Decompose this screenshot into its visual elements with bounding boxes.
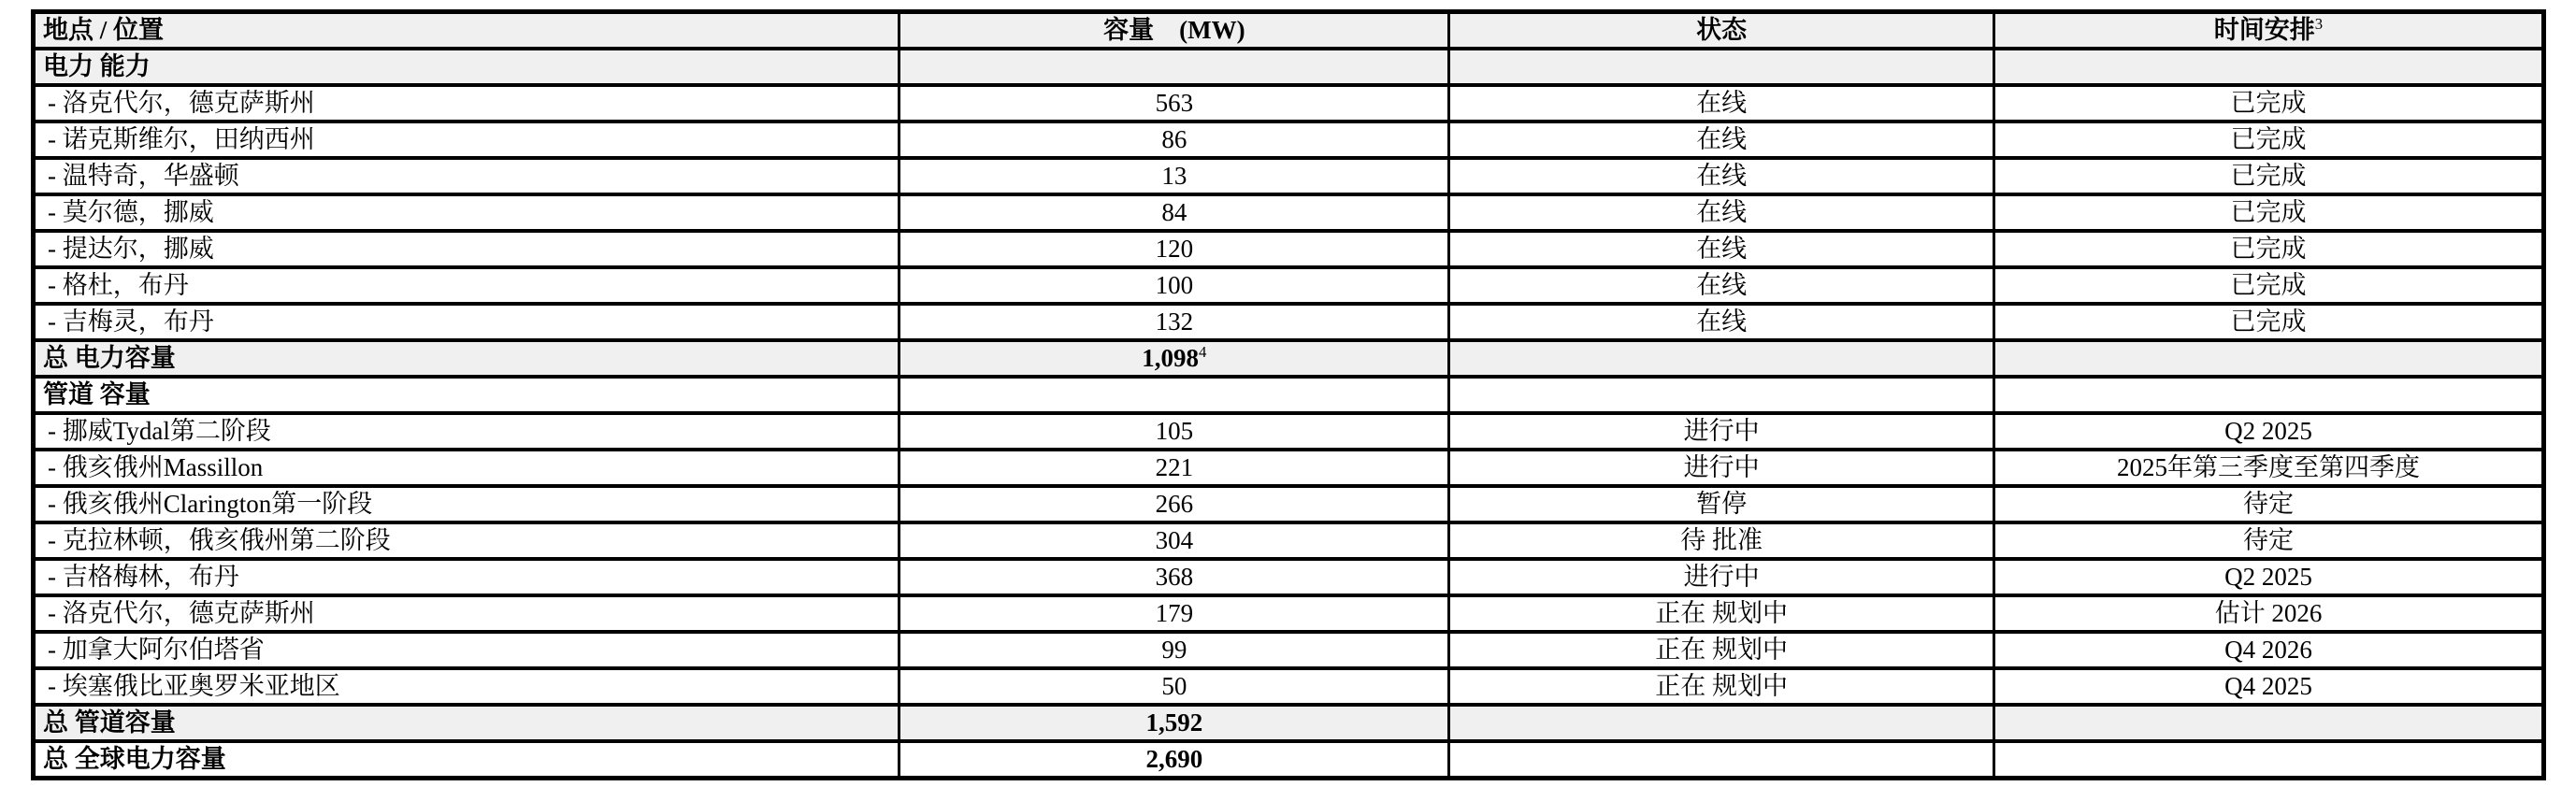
location-cell: - 克拉林顿，俄亥俄州第二阶段: [34, 522, 899, 559]
capacity-cell: 84: [899, 194, 1449, 231]
capacity-cell: 563: [899, 85, 1449, 122]
status-cell: [1449, 741, 1994, 779]
status-cell: 正在 规划中: [1449, 668, 1994, 705]
schedule-cell: 2025年第三季度至第四季度: [1993, 450, 2543, 486]
location-cell: - 诺克斯维尔，田纳西州: [34, 122, 899, 158]
location-cell: - 挪威Tydal第二阶段: [34, 413, 899, 450]
column-header-status: 状态: [1449, 12, 1994, 50]
schedule-cell: Q4 2025: [1993, 668, 2543, 705]
data-row: [34, 304, 2544, 340]
status-cell: [1449, 705, 1994, 741]
capacity-cell: 120: [899, 231, 1449, 267]
status-cell: [1449, 340, 1994, 377]
status-cell: 进行中: [1449, 450, 1994, 486]
capacity-cell: 13: [899, 158, 1449, 194]
schedule-cell: [1993, 377, 2543, 413]
capacity-cell: 132: [899, 304, 1449, 340]
location-cell: 总 全球电力容量: [34, 741, 899, 779]
table-body: [34, 49, 2544, 779]
capacity-cell: [899, 49, 1449, 85]
section-row: [34, 49, 2544, 85]
column-header-schedule: 时间安排$^3$: [1993, 12, 2543, 50]
capacity-cell: [899, 377, 1449, 413]
table-header: [34, 12, 2544, 50]
schedule-cell: 已完成: [1993, 85, 2543, 122]
status-cell: 在线: [1449, 194, 1994, 231]
status-cell: 正在 规划中: [1449, 632, 1994, 668]
status-cell: 在线: [1449, 231, 1994, 267]
schedule-cell: 待定: [1993, 522, 2543, 559]
status-cell: 在线: [1449, 267, 1994, 304]
data-row: [34, 486, 2544, 522]
location-cell: - 洛克代尔，德克萨斯州: [34, 85, 899, 122]
column-header-location: 地点 / 位置: [34, 12, 899, 50]
data-row: [34, 158, 2544, 194]
status-cell: 在线: [1449, 85, 1994, 122]
data-row: [34, 122, 2544, 158]
location-cell: - 俄亥俄州Clarington第一阶段: [34, 486, 899, 522]
schedule-cell: Q2 2025: [1993, 413, 2543, 450]
header-row: [34, 12, 2544, 50]
status-cell: 待 批准: [1449, 522, 1994, 559]
capacity-cell: 100: [899, 267, 1449, 304]
schedule-cell: 估计 2026: [1993, 595, 2543, 632]
capacity-cell: 179: [899, 595, 1449, 632]
schedule-cell: 已完成: [1993, 158, 2543, 194]
section-row: [34, 377, 2544, 413]
status-cell: [1449, 49, 1994, 85]
location-cell: - 埃塞俄比亚奥罗米亚地区: [34, 668, 899, 705]
capacity-cell: 105: [899, 413, 1449, 450]
capacity-schedule-table: [31, 9, 2546, 780]
location-cell: - 格杜，布丹: [34, 267, 899, 304]
schedule-cell: 已完成: [1993, 122, 2543, 158]
location-cell: 总 电力容量: [34, 340, 899, 377]
capacity-cell: 368: [899, 559, 1449, 595]
data-row: [34, 413, 2544, 450]
schedule-cell: 已完成: [1993, 194, 2543, 231]
capacity-cell: 221: [899, 450, 1449, 486]
schedule-cell: Q4 2026: [1993, 632, 2543, 668]
schedule-cell: [1993, 705, 2543, 741]
capacity-cell: 1,592: [899, 705, 1449, 741]
superscript-footnote: 3: [2314, 15, 2324, 33]
data-row: [34, 267, 2544, 304]
location-cell: - 温特奇，华盛顿: [34, 158, 899, 194]
data-row: [34, 85, 2544, 122]
status-cell: 在线: [1449, 122, 1994, 158]
location-cell: 管道 容量: [34, 377, 899, 413]
capacity-cell: 304: [899, 522, 1449, 559]
location-cell: - 加拿大阿尔伯塔省: [34, 632, 899, 668]
location-cell: - 俄亥俄州Massillon: [34, 450, 899, 486]
location-cell: 电力 能力: [34, 49, 899, 85]
data-row: [34, 450, 2544, 486]
grand-total-row: [34, 741, 2544, 779]
column-header-capacity: 容量 (MW): [899, 12, 1449, 50]
data-row: [34, 559, 2544, 595]
schedule-cell: 已完成: [1993, 267, 2543, 304]
location-cell: - 洛克代尔，德克萨斯州: [34, 595, 899, 632]
schedule-cell: [1993, 49, 2543, 85]
data-row: [34, 668, 2544, 705]
capacity-cell: 86: [899, 122, 1449, 158]
schedule-cell: 已完成: [1993, 304, 2543, 340]
capacity-cell: 2,690: [899, 741, 1449, 779]
schedule-cell: 待定: [1993, 486, 2543, 522]
status-cell: 进行中: [1449, 559, 1994, 595]
capacity-cell: 266: [899, 486, 1449, 522]
data-row: [34, 194, 2544, 231]
status-cell: 正在 规划中: [1449, 595, 1994, 632]
schedule-cell: 已完成: [1993, 231, 2543, 267]
status-cell: [1449, 377, 1994, 413]
total-row: [34, 705, 2544, 741]
capacity-cell: 50: [899, 668, 1449, 705]
location-cell: 总 管道容量: [34, 705, 899, 741]
status-cell: 在线: [1449, 158, 1994, 194]
schedule-cell: [1993, 340, 2543, 377]
total-row: [34, 340, 2544, 377]
schedule-cell: Q2 2025: [1993, 559, 2543, 595]
status-cell: 进行中: [1449, 413, 1994, 450]
superscript-footnote: 4: [1199, 343, 1207, 361]
location-cell: - 吉格梅林，布丹: [34, 559, 899, 595]
schedule-cell: [1993, 741, 2543, 779]
status-cell: 暂停: [1449, 486, 1994, 522]
data-row: [34, 231, 2544, 267]
status-cell: 在线: [1449, 304, 1994, 340]
location-cell: - 提达尔，挪威: [34, 231, 899, 267]
data-row: [34, 632, 2544, 668]
capacity-cell: 1,098$^4$: [899, 340, 1449, 377]
capacity-cell: 99: [899, 632, 1449, 668]
location-cell: - 吉梅灵，布丹: [34, 304, 899, 340]
location-cell: - 莫尔德，挪威: [34, 194, 899, 231]
data-row: [34, 522, 2544, 559]
data-row: [34, 595, 2544, 632]
